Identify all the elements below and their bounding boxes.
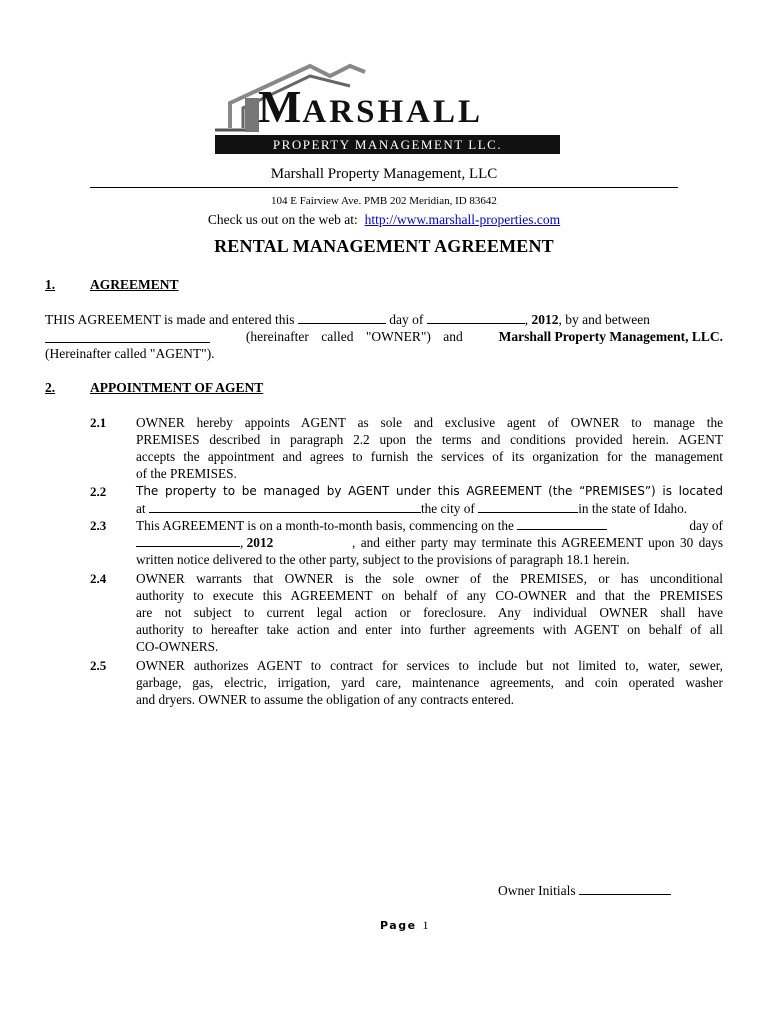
page-number: Page 1 <box>380 918 429 932</box>
item-2-2-number: 2.2 <box>90 484 107 499</box>
item-2-1-text: OWNER hereby appoints AGENT as sole and exclusive agent of OWNER to manage the PREMISES described in paragraph 2.2 upon the terms and conditions provided herein. AGENT accepts the appointment and agrees to furnish the services of its organization for the management of the PREMISES. <box>136 415 723 481</box>
owner-initials: Owner Initials <box>498 883 671 899</box>
company-name: Marshall Property Management, LLC <box>270 166 498 182</box>
item-2-2-line-2: at the city of in the state of Idaho. <box>136 501 688 516</box>
section-2-heading: APPOINTMENT OF AGENT <box>90 380 264 395</box>
agreement-line-2: (hereinafter called "OWNER") and Marshall Property Management, LLC. <box>45 328 723 345</box>
section-1-number: 1. <box>45 277 56 292</box>
item-2-3-line-1: This AGREEMENT is on a month-to-month basis, commencing on the day of <box>136 518 723 533</box>
company-address: 104 E Fairview Ave. PMB 202 Meridian, ID 83642 <box>271 195 497 207</box>
section-1-heading: AGREEMENT <box>90 277 179 292</box>
date-month-blank[interactable] <box>427 312 525 324</box>
item-2-3-number: 2.3 <box>90 518 107 533</box>
city-blank[interactable] <box>478 501 578 513</box>
property-address-blank[interactable] <box>149 501 421 513</box>
item-2-5-text: OWNER authorizes AGENT to contract for services to include but not limited to, water, sewer, garbage, gas, electric, irrigation, yard care, maintenance agreements, and coin operated washer and dryers. OWNER to assume the obligation of any contracts entered. <box>136 658 723 707</box>
logo-subtitle: PROPERTY MANAGEMENT LLC. <box>272 137 503 152</box>
header-divider <box>90 187 678 188</box>
agreement-line-1: THIS AGREEMENT is made and entered this day of , 2012, by and between <box>45 312 650 327</box>
logo-wordmark: MARSHALL <box>258 81 483 132</box>
item-2-3-text: This AGREEMENT is on a month-to-month basis, commencing on the day of , 2012 , and either party may terminate this AGREEMENT upon 30 days written notice delivered to the other party, subject to the provisions of paragraph 18.1 herein. <box>136 518 723 567</box>
document-title: RENTAL MANAGEMENT AGREEMENT <box>214 236 554 256</box>
item-2-2-text: The property to be managed by AGENT under this AGREEMENT (the “PREMISES”) is located at the city of in the state of Idaho. <box>136 484 723 516</box>
web-prefix: Check us out on the web at: <box>207 212 358 227</box>
owner-initials-blank[interactable] <box>579 883 671 895</box>
website-link[interactable]: http://www.marshall-properties.com <box>364 212 561 227</box>
commence-month-blank[interactable] <box>136 535 240 547</box>
web-line <box>0 212 768 228</box>
agreement-line-3: (Hereinafter called "AGENT"). <box>45 346 215 361</box>
item-2-1-number: 2.1 <box>90 415 107 430</box>
date-day-blank[interactable] <box>298 312 386 324</box>
item-2-3-line-2: , 2012 , and either party may terminate this AGREEMENT upon 30 days <box>136 534 723 551</box>
item-2-4-text: OWNER warrants that OWNER is the sole owner of the PREMISES, or has unconditional authority to execute this AGREEMENT on behalf of any CO-OWNER and that the PREMISES are not subject to current legal action or foreclosure. Any individual OWNER shall have authority to hereafter take action and enter into further agreements with AGENT on behalf of all CO-OWNERS. <box>136 571 723 654</box>
item-2-5-number: 2.5 <box>90 658 107 673</box>
item-2-4-number: 2.4 <box>90 571 107 586</box>
owner-name-blank[interactable] <box>45 331 210 343</box>
section-2-number: 2. <box>45 380 56 395</box>
commence-day-blank[interactable] <box>517 518 607 530</box>
